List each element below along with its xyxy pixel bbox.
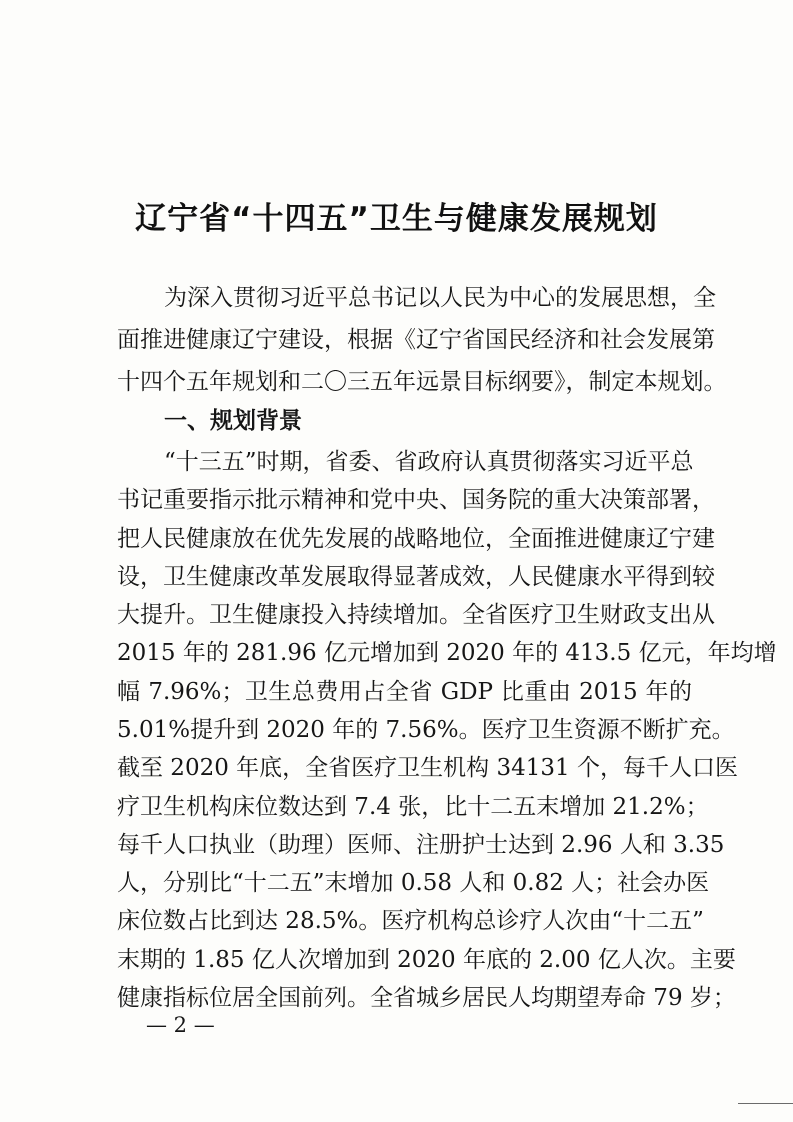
body-line-11: 每千人口执业（助理）医师、注册护士达到 2.96 人和 3.35 [117, 832, 725, 858]
body-line-9: 截至 2020 年底，全省医疗卫生机构 34131 个，每千人口医 [117, 755, 738, 781]
body-line-8: 5.01%提升到 2020 年的 7.56%。医疗卫生资源不断扩充。 [117, 717, 735, 743]
page-number: — 2 — [146, 1013, 215, 1037]
body-line-6: 2015 年的 281.96 亿元增加到 2020 年的 413.5 亿元，年均增 [117, 640, 777, 666]
section-heading: 一、规划背景 [164, 408, 302, 434]
intro-line-3: 十四个五年规划和二〇三五年远景目标纲要》，制定本规划。 [117, 369, 727, 395]
intro-line-2: 面推进健康辽宁建设，根据《辽宁省国民经济和社会发展第 [117, 327, 715, 353]
scan-edge-line [738, 1103, 793, 1104]
body-line-3: 把人民健康放在优先发展的战略地位，全面推进健康辽宁建 [117, 526, 715, 552]
body-line-1: “十三五”时期，省委、省政府认真贯彻落实习近平总 [164, 449, 694, 475]
body-line-15: 健康指标位居全国前列。全省城乡居民人均期望寿命 79 岁； [117, 985, 736, 1011]
body-line-7: 幅 7.96%；卫生总费用占全省 GDP 比重由 2015 年的 [117, 679, 692, 705]
body-line-4: 设，卫生健康改革发展取得显著成效，人民健康水平得到较 [117, 564, 715, 590]
body-line-13: 床位数占比到达 28.5%。医疗机构总诊疗人次由“十二五” [117, 908, 704, 934]
body-line-14: 末期的 1.85 亿人次增加到 2020 年底的 2.00 亿人次。主要 [117, 947, 736, 973]
body-line-5: 大提升。卫生健康投入持续增加。全省医疗卫生财政支出从 [117, 602, 715, 628]
intro-line-1: 为深入贯彻习近平总书记以人民为中心的发展思想，全 [164, 285, 716, 311]
body-line-12: 人，分别比“十二五”末增加 0.58 人和 0.82 人；社会办医 [117, 870, 710, 896]
body-line-10: 疗卫生机构床位数达到 7.4 张，比十二五末增加 21.2%； [117, 794, 709, 820]
body-line-2: 书记重要指示批示精神和党中央、国务院的重大决策部署， [117, 487, 715, 513]
document-title: 辽宁省“十四五”卫生与健康发展规划 [135, 201, 658, 237]
